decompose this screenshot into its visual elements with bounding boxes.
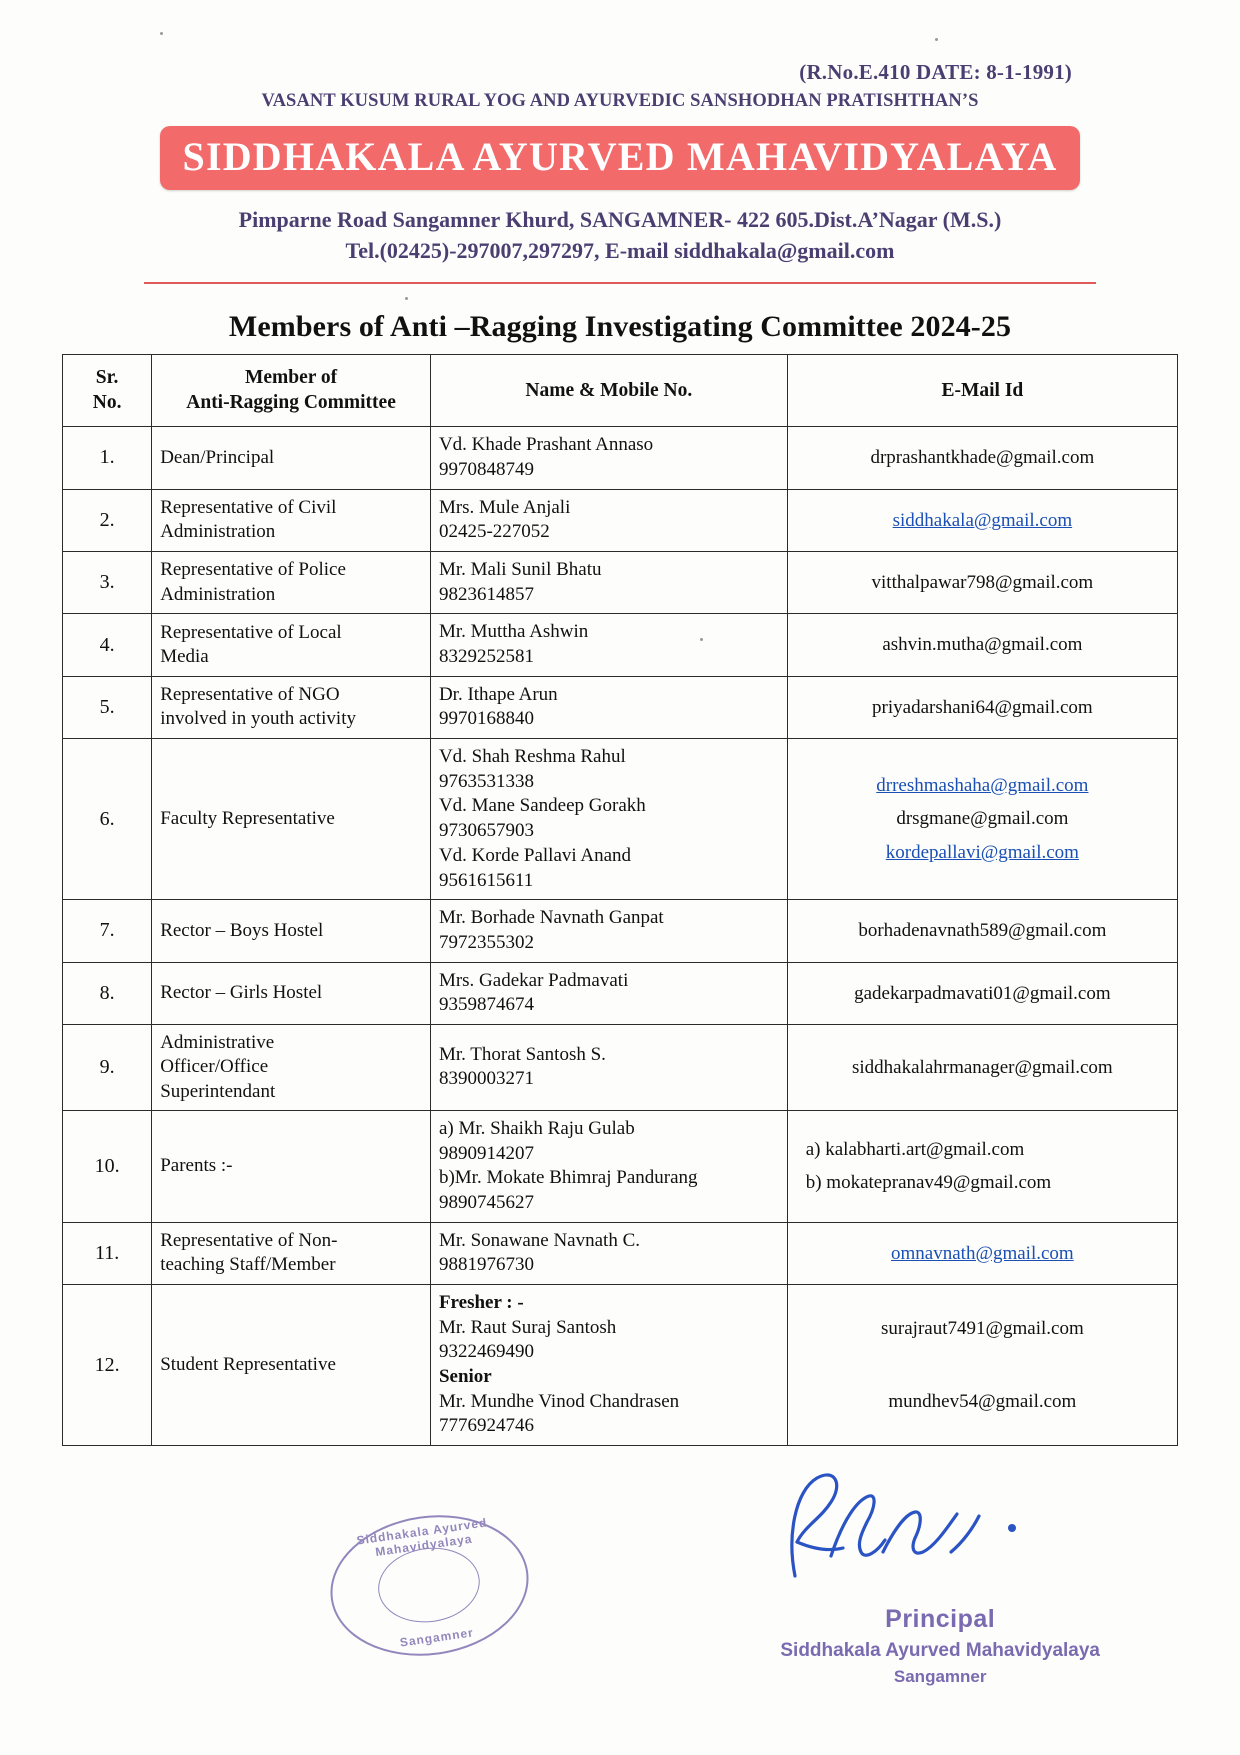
- cell-sr-no: 1.: [63, 427, 152, 489]
- page-title: Members of Anti –Ragging Investigating Committee 2024-25: [228, 310, 1012, 344]
- person-mobile: 02425-227052: [438, 521, 550, 543]
- cell-name-mobile: [430, 489, 787, 551]
- email-link[interactable]: siddhakala@gmail.com: [892, 509, 1073, 531]
- role-line-2: teaching Staff/Member: [160, 1254, 336, 1276]
- cell-email: [787, 427, 1177, 489]
- role-line-1: Representative of Local: [160, 621, 342, 643]
- cell-sr-no: 6.: [63, 739, 152, 900]
- official-stamp: [321, 1503, 537, 1668]
- person-name: Mr. Borhade Navnath Ganpat: [438, 907, 664, 929]
- role-line-2: Administration: [160, 583, 276, 605]
- column-header-name-mobile: Name & Mobile No.: [430, 355, 787, 427]
- email-text: borhadenavnath589@gmail.com: [858, 920, 1107, 942]
- cell-role: [152, 551, 431, 613]
- cell-name-mobile: [430, 739, 787, 900]
- email-text: mundhev54@gmail.com: [888, 1391, 1077, 1413]
- signature-icon: [765, 1456, 1065, 1606]
- email-text: vitthalpawar798@gmail.com: [871, 571, 1094, 593]
- person-name: Vd. Khade Prashant Annaso: [438, 434, 654, 456]
- cell-sr-no: 2.: [63, 489, 152, 551]
- cell-name-mobile: [430, 676, 787, 738]
- role-header-line2: Anti-Ragging Committee: [186, 391, 396, 413]
- cell-email: [787, 1024, 1177, 1110]
- cell-role: Parents :-: [152, 1110, 431, 1222]
- cell-email: [787, 1285, 1177, 1446]
- principal-signature-block: [780, 1601, 1100, 1689]
- committee-table-wrapper: [0, 354, 1240, 1446]
- person-mobile: 9881976730: [438, 1254, 534, 1276]
- email-text: drprashantkhade@gmail.com: [870, 447, 1095, 469]
- email-text: siddhakalahrmanager@gmail.com: [852, 1056, 1113, 1078]
- scan-speck: [160, 32, 163, 35]
- cell-name-mobile: [430, 551, 787, 613]
- person-mobile: 9970848749: [438, 458, 534, 480]
- trust-name: VASANT KUSUM RURAL YOG AND AYURVEDIC SANSHODHAN PRATISHTHAN’S: [261, 91, 979, 111]
- cell-sr-no: 11.: [63, 1222, 152, 1284]
- email-text: b) mokatepranav49@gmail.com: [805, 1172, 1052, 1194]
- table-header-row: [63, 355, 1178, 427]
- table-row: [63, 1024, 1178, 1110]
- role-line-1: Administrative: [160, 1031, 275, 1053]
- cell-name-mobile: [430, 1110, 787, 1222]
- cell-name-mobile: [430, 1222, 787, 1284]
- person-name: Mr. Raut Suraj Santosh: [438, 1316, 617, 1338]
- table-row: [63, 962, 1178, 1024]
- role-line-3: Superintendant: [160, 1080, 276, 1102]
- email-text: gadekarpadmavati01@gmail.com: [854, 982, 1111, 1004]
- cell-role: [152, 1024, 431, 1110]
- person-name: Mr. Mundhe Vinod Chandrasen: [438, 1390, 680, 1412]
- spacer: [796, 1343, 1169, 1387]
- stamp-top-text: Siddhakala Ayurved Mahavidyalaya: [355, 1515, 489, 1560]
- person-mobile: 9730657903: [438, 820, 534, 842]
- cell-email: [787, 489, 1177, 551]
- scan-speck: [935, 38, 938, 41]
- cell-sr-no: 5.: [63, 676, 152, 738]
- cell-name-mobile: [430, 900, 787, 962]
- table-row: [63, 1110, 1178, 1222]
- cell-name-mobile: [430, 614, 787, 676]
- college-name-banner: [160, 126, 1080, 190]
- person-mobile: 9890914207: [438, 1142, 534, 1164]
- cell-email: [787, 676, 1177, 738]
- table-row: [63, 676, 1178, 738]
- stamp-bottom-text: Sangamner: [399, 1625, 475, 1650]
- address-line-1: Pimparne Road Sangamner Khurd, SANGAMNER- 422 605.Dist.A’Nagar (M.S.): [238, 207, 1002, 232]
- role-header-line1: Member of: [244, 367, 338, 389]
- person-name: Vd. Shah Reshma Rahul: [438, 746, 626, 768]
- registration-number: (R.No.E.410 DATE: 8-1-1991): [799, 60, 1072, 84]
- cell-email: [787, 900, 1177, 962]
- table-row: [63, 739, 1178, 900]
- table-row: [63, 1285, 1178, 1446]
- scan-speck: [405, 297, 408, 300]
- person-name: Vd. Korde Pallavi Anand: [438, 844, 632, 866]
- cell-email: [787, 739, 1177, 900]
- cell-sr-no: 3.: [63, 551, 152, 613]
- person-mobile: 7972355302: [438, 931, 534, 953]
- cell-email: [787, 614, 1177, 676]
- cell-role: Rector – Girls Hostel: [152, 962, 431, 1024]
- person-name: Mr. Mali Sunil Bhatu: [438, 558, 602, 580]
- cell-sr-no: 8.: [63, 962, 152, 1024]
- role-line-2: Administration: [160, 521, 276, 543]
- cell-sr-no: 12.: [63, 1285, 152, 1446]
- cell-role: Student Representative: [152, 1285, 431, 1446]
- principal-place: Sangamner: [893, 1666, 987, 1686]
- person-mobile: 9359874674: [438, 994, 534, 1016]
- email-link[interactable]: drreshmashaha@gmail.com: [876, 775, 1089, 796]
- role-line-2: Officer/Office: [160, 1056, 269, 1078]
- cell-role: [152, 489, 431, 551]
- principal-title: Principal: [885, 1605, 996, 1634]
- column-header-sr-no: [63, 355, 152, 427]
- cell-role: Faculty Representative: [152, 739, 431, 900]
- person-name: Dr. Ithape Arun: [438, 683, 558, 705]
- person-name: Vd. Mane Sandeep Gorakh: [438, 795, 646, 817]
- person-mobile: 9322469490: [438, 1341, 534, 1363]
- cell-sr-no: 9.: [63, 1024, 152, 1110]
- principal-college: Siddhakala Ayurved Mahavidyalaya: [780, 1640, 1100, 1662]
- cell-email: [787, 551, 1177, 613]
- email-text: surajraut7491@gmail.com: [881, 1317, 1084, 1339]
- header-divider: [144, 282, 1096, 284]
- scan-speck: [700, 638, 703, 641]
- cell-email: [787, 1110, 1177, 1222]
- letterhead: [0, 0, 1240, 284]
- cell-name-mobile: [430, 1285, 787, 1446]
- cell-role: [152, 676, 431, 738]
- document-footer: [0, 1446, 1240, 1755]
- email-text: ashvin.mutha@gmail.com: [882, 634, 1083, 656]
- email-link[interactable]: kordepallavi@gmail.com: [885, 841, 1079, 863]
- cell-sr-no: 10.: [63, 1110, 152, 1222]
- person-name: a) Mr. Shaikh Raju Gulab: [438, 1117, 635, 1139]
- role-line-1: Representative of Non-: [160, 1230, 338, 1252]
- person-mobile: 9561615611: [438, 869, 534, 891]
- person-name: b)Mr. Mokate Bhimraj Pandurang: [438, 1167, 698, 1189]
- person-mobile: 9823614857: [438, 583, 534, 605]
- person-name: Mrs. Gadekar Padmavati: [438, 969, 629, 991]
- person-mobile: 8329252581: [438, 646, 534, 668]
- committee-table: [62, 354, 1178, 1446]
- person-name: Mr. Thorat Santosh S.: [438, 1043, 606, 1065]
- table-row: [63, 551, 1178, 613]
- person-mobile: 8390003271: [438, 1068, 534, 1090]
- sr-header-line1: Sr.: [95, 367, 119, 389]
- person-name: Mrs. Mule Anjali: [438, 496, 571, 518]
- cell-role: Rector – Boys Hostel: [152, 900, 431, 962]
- role-line-1: Representative of Civil: [160, 496, 337, 518]
- cell-name-mobile: [430, 1024, 787, 1110]
- email-link[interactable]: omnavnath@gmail.com: [891, 1242, 1074, 1264]
- college-address: [120, 204, 1120, 266]
- table-row: [63, 489, 1178, 551]
- table-row: [63, 427, 1178, 489]
- sr-header-line2: No.: [92, 391, 122, 413]
- role-line-1: Representative of NGO: [160, 684, 340, 706]
- person-mobile: 7776924746: [438, 1415, 534, 1437]
- college-name: SIDDHAKALA AYURVED MAHAVIDYALAYA: [182, 134, 1058, 179]
- cell-role: [152, 1222, 431, 1284]
- column-header-member-role: [152, 355, 431, 427]
- table-row: [63, 900, 1178, 962]
- fresher-label: Fresher : -: [438, 1292, 524, 1314]
- cell-sr-no: 4.: [63, 614, 152, 676]
- person-name: Mr. Muttha Ashwin: [438, 621, 589, 643]
- role-line-2: involved in youth activity: [160, 708, 356, 730]
- person-mobile: 9970168840: [438, 708, 534, 730]
- person-name: Mr. Sonawane Navnath C.: [438, 1229, 640, 1251]
- person-mobile: 9890745627: [438, 1191, 534, 1213]
- cell-name-mobile: [430, 962, 787, 1024]
- cell-sr-no: 7.: [63, 900, 152, 962]
- cell-email: [787, 1222, 1177, 1284]
- cell-email: [787, 962, 1177, 1024]
- role-line-2: Media: [160, 646, 209, 668]
- table-row: [63, 1222, 1178, 1284]
- cell-role: Dean/Principal: [152, 427, 431, 489]
- address-line-2: Tel.(02425)-297007,297297, E-mail siddhakala@gmail.com: [345, 238, 895, 264]
- senior-label: Senior: [438, 1366, 492, 1388]
- person-mobile: 9763531338: [438, 770, 534, 792]
- email-text: priyadarshani64@gmail.com: [872, 696, 1093, 718]
- cell-role: [152, 614, 431, 676]
- email-text: drsgmane@gmail.com: [896, 808, 1069, 830]
- table-row: [63, 614, 1178, 676]
- email-text: a) kalabharti.art@gmail.com: [805, 1138, 1025, 1160]
- cell-name-mobile: [430, 427, 787, 489]
- role-line-1: Representative of Police: [160, 559, 346, 581]
- column-header-email: E-Mail Id: [787, 355, 1177, 427]
